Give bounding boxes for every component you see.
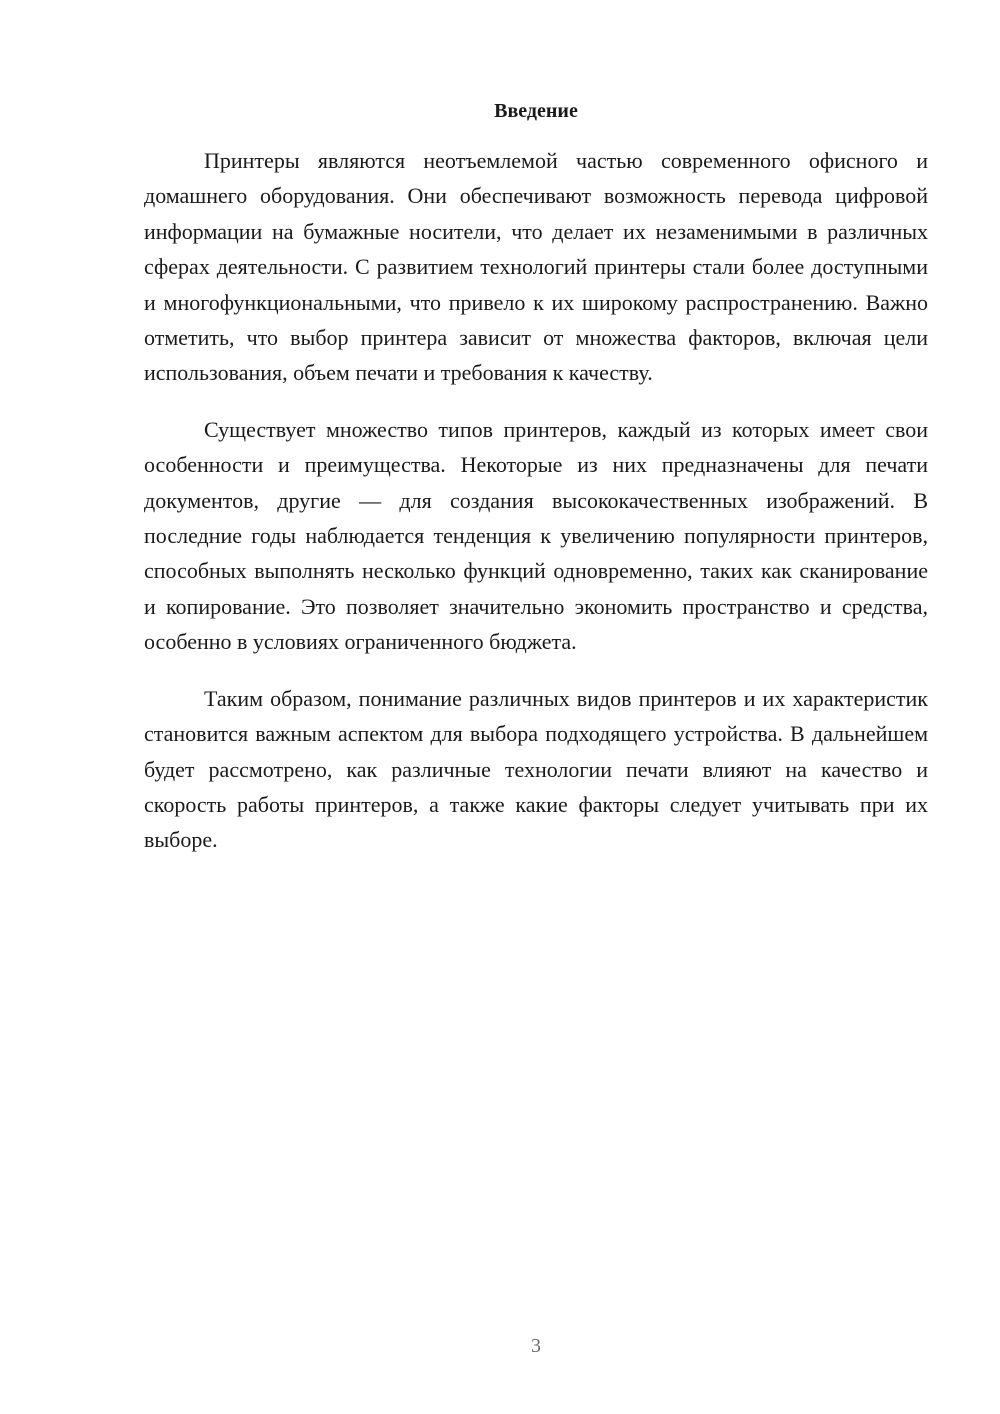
section-title: Введение xyxy=(494,100,578,122)
paragraph-2: Существует множество типов принтеров, каждый из которых имеет свои особенности и преимущества. Некоторые из них предназначены для печати документов, другие — для создания высококачественных изображений. В последние годы наблюдается тенденция к увеличению популярности принтеров, способных выполнять несколько функций одновременно, таких как сканирование и копирование. Это позволяет значительно экономить пространство и средства, особенно в условиях ограниченного бюджета. xyxy=(144,416,928,655)
paragraph-3: Таким образом, понимание различных видов принтеров и их характеристик становится важным аспектом для выбора подходящего устройства. В дальнейшем будет рассмотрено, как различные технологии печати влияют на качество и скорость работы принтеров, а также какие факторы следует учитывать при их выборе. xyxy=(144,685,928,853)
page-number: 3 xyxy=(531,1335,541,1357)
page-content xyxy=(144,96,928,879)
paragraph-1: Принтеры являются неотъемлемой частью современного офисного и домашнего оборудования. Они обеспечивают возможность перевода цифровой информации на бумажные носители, что делает их незаменимыми в различных сферах деятельности. С развитием технологий принтеры стали более доступными и многофункциональными, что привело к их широкому распространению. Важно отметить, что выбор принтера зависит от множества факторов, включая цели использования, объем печати и требования к качеству. xyxy=(144,148,928,386)
